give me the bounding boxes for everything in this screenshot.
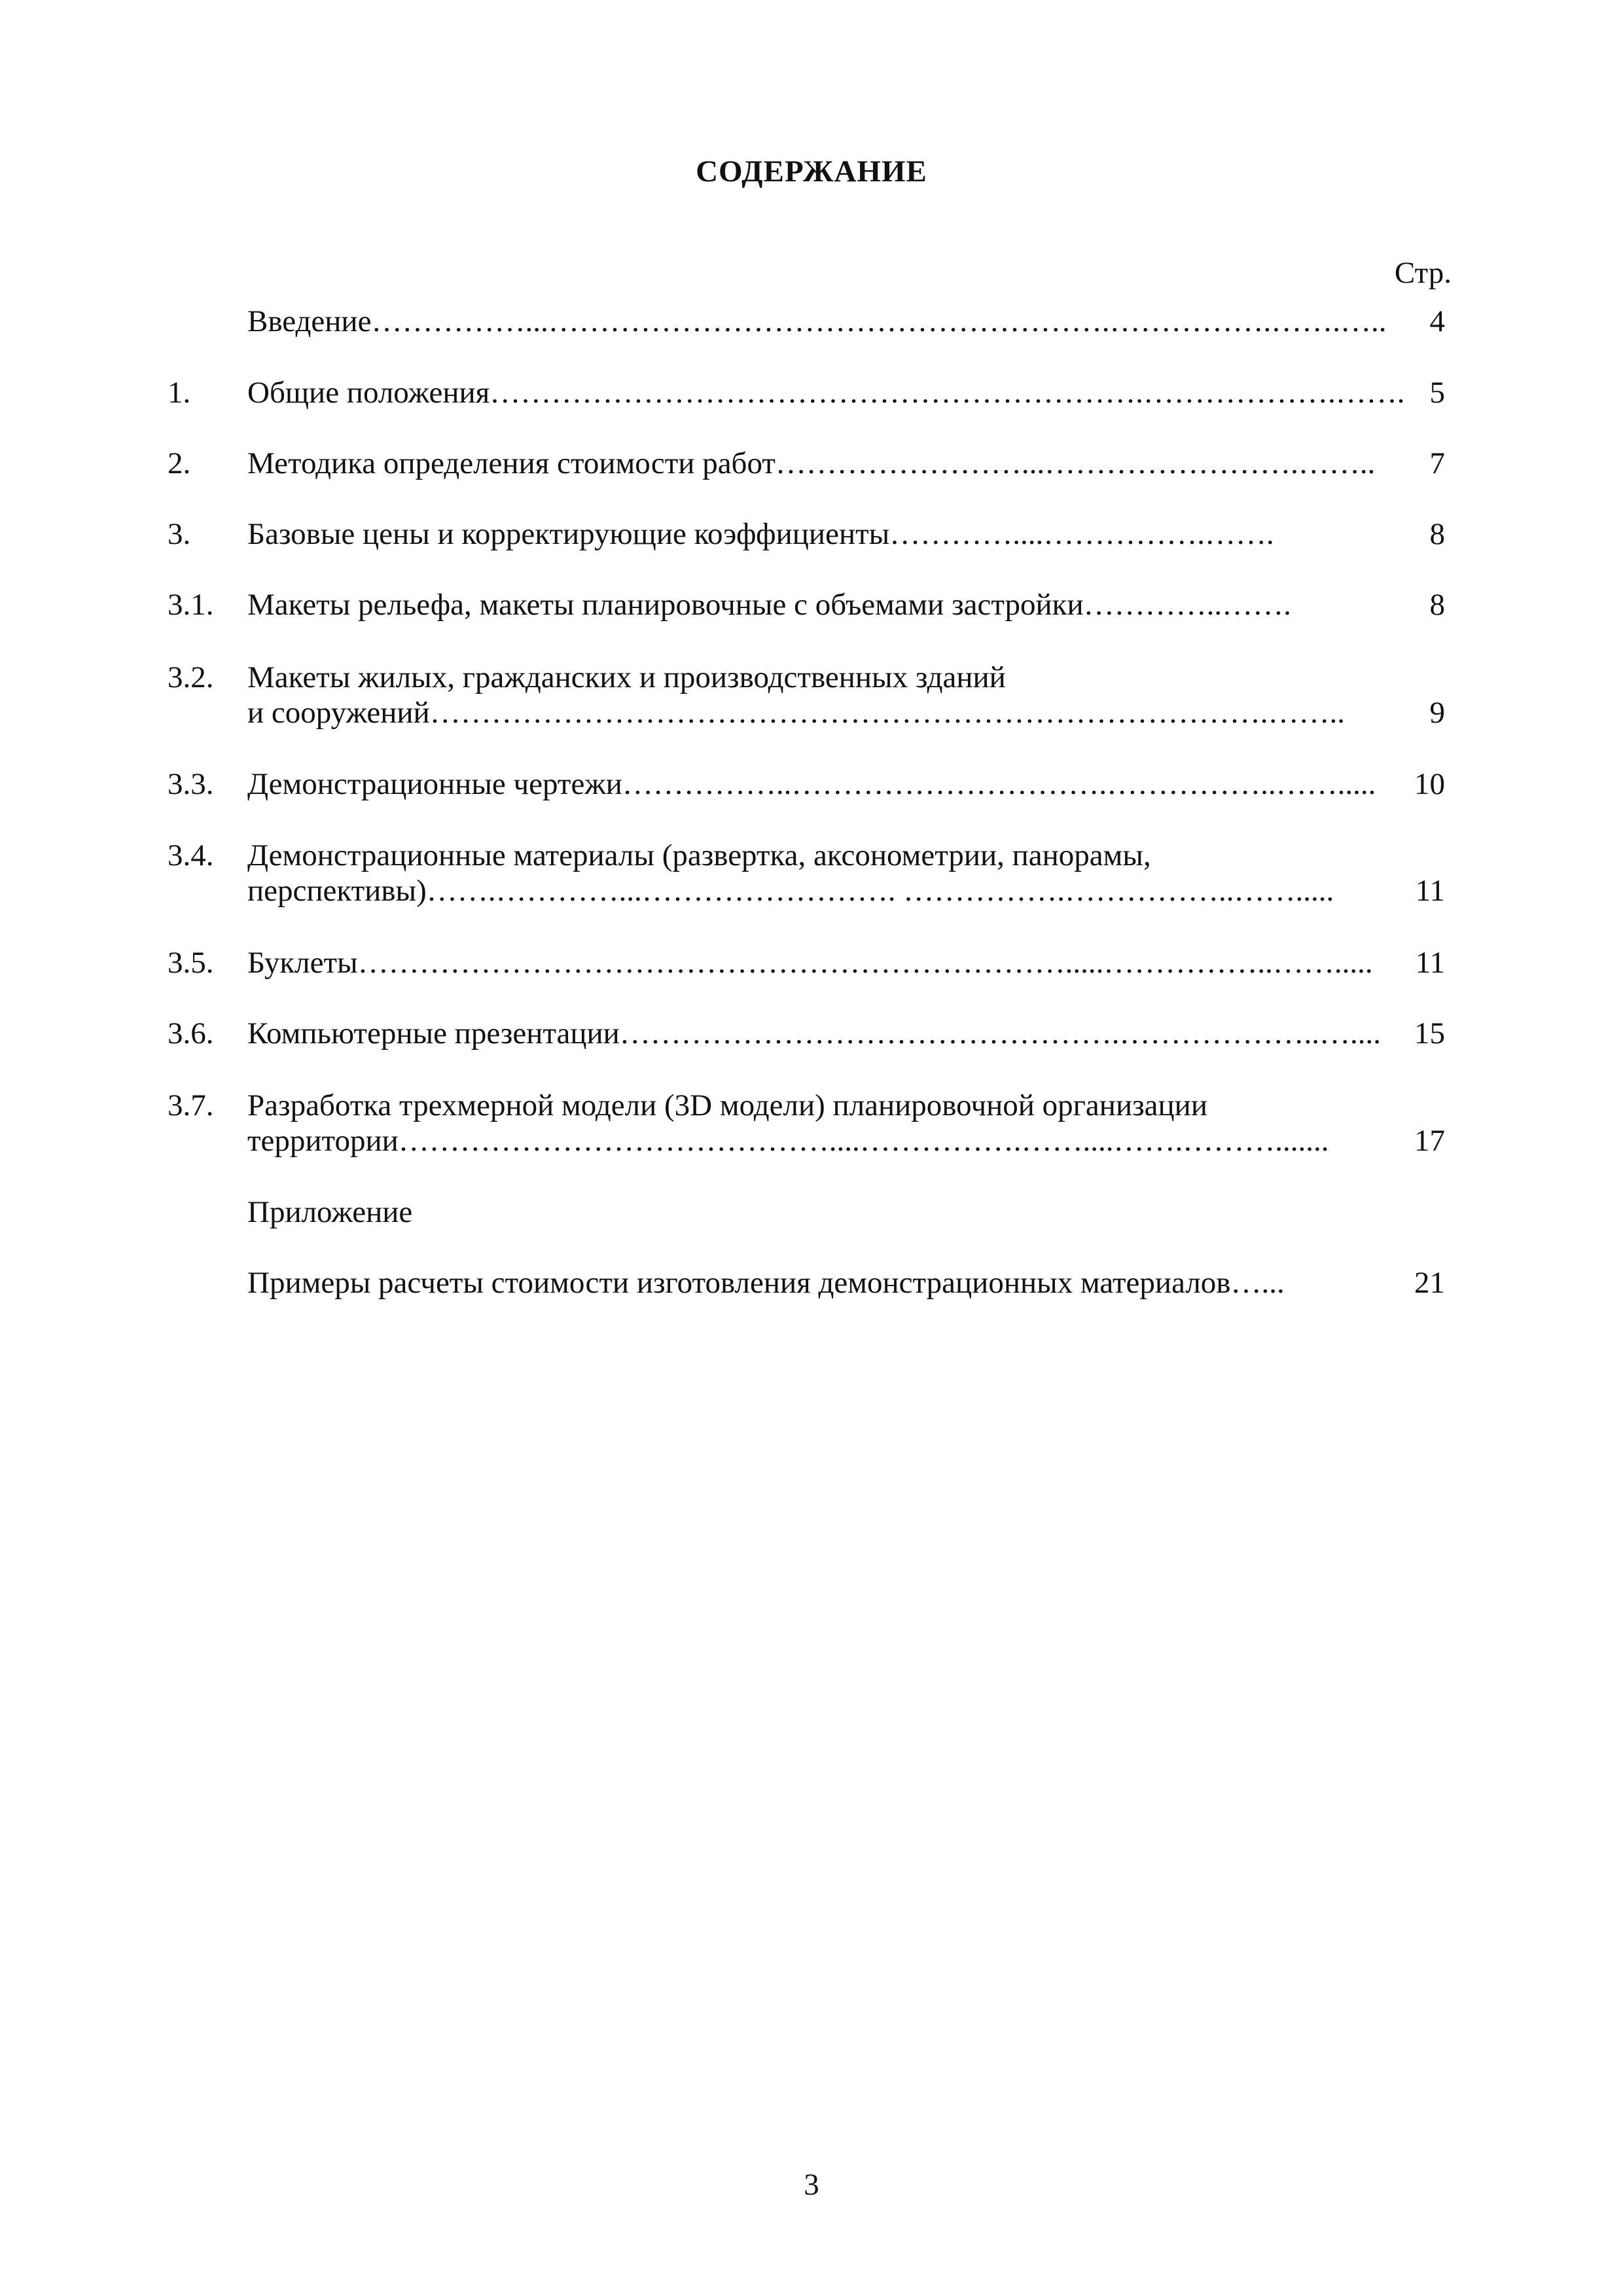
toc-entry-page: 5 xyxy=(1429,376,1445,410)
toc-entry-title-continuation: и сооружений……………………………………………………………………….…….. xyxy=(247,696,1345,730)
toc-entry-number: 3.1. xyxy=(168,588,214,622)
page-number: 3 xyxy=(804,2168,819,2202)
toc-entry-number: 2. xyxy=(168,446,191,480)
toc-entry-title: Демонстрационные чертежи……………..………………………….……………..……..... xyxy=(247,767,1376,801)
toc-entry-number: 3.3. xyxy=(168,767,214,801)
toc-entry-title-continuation: перспективы)…….…………...……………………. …………….……………..……..... xyxy=(247,874,1334,908)
toc-entry-page: 4 xyxy=(1429,304,1445,338)
toc-entry-number: 3.6. xyxy=(168,1016,214,1050)
toc-entry-page: 15 xyxy=(1414,1016,1445,1050)
toc-entry-number: 1. xyxy=(168,376,191,410)
toc-entry-number: 3.4. xyxy=(168,838,214,872)
toc-entry-title: Макеты жилых, гражданских и производственных зданий xyxy=(247,660,1006,694)
toc-entry-title: Разработка трехмерной модели (3D модели) планировочной организации xyxy=(247,1088,1207,1122)
toc-entry-number: 3.2. xyxy=(168,660,214,694)
toc-entry-title: Макеты рельефа, макеты планировочные с объемами застройки…………..……. xyxy=(247,588,1291,622)
toc-entry-page: 11 xyxy=(1415,946,1445,980)
page-column-header: Стр. xyxy=(1394,256,1452,290)
document-title: СОДЕРЖАНИЕ xyxy=(696,154,927,188)
toc-entry-page: 10 xyxy=(1414,767,1445,801)
toc-entry-title: Приложение xyxy=(247,1195,413,1229)
toc-entry-page: 9 xyxy=(1429,696,1445,730)
toc-entry-title-continuation: территории……………………………………....…………….……....…….………....... xyxy=(247,1124,1329,1158)
toc-entry-page: 7 xyxy=(1429,446,1445,480)
toc-entry-number: 3. xyxy=(168,517,191,551)
toc-entry-title: Общие положения……………………………………………………….……………….……. xyxy=(247,376,1405,410)
toc-entry-title: Примеры расчеты стоимости изготовления демонстрационных материалов…... xyxy=(247,1266,1285,1300)
toc-entry-number: 3.5. xyxy=(168,946,214,980)
toc-entry-page: 11 xyxy=(1415,874,1445,908)
toc-entry-number: 3.7. xyxy=(168,1088,214,1122)
toc-entry-page: 8 xyxy=(1429,517,1445,551)
toc-entry-page: 21 xyxy=(1414,1266,1445,1300)
toc-entry-title: Базовые цены и корректирующие коэффициенты…………....…………….……. xyxy=(247,517,1274,551)
toc-entry-title: Компьютерные презентации………………………………………….………………..….... xyxy=(247,1016,1382,1050)
toc-entry-title: Методика определения стоимости работ……………………...…………………….…….. xyxy=(247,446,1376,480)
toc-entry-page: 8 xyxy=(1429,588,1445,622)
toc-entry-page: 17 xyxy=(1414,1124,1445,1158)
toc-entry-title: Демонстрационные материалы (развертка, аксонометрии, панорамы, xyxy=(247,838,1151,872)
toc-entry-title: Введение……………...……………………………………………….…………….…….….. xyxy=(247,304,1387,338)
toc-entry-title: Буклеты…………………………………………………………….....……………..……..... xyxy=(247,946,1373,980)
